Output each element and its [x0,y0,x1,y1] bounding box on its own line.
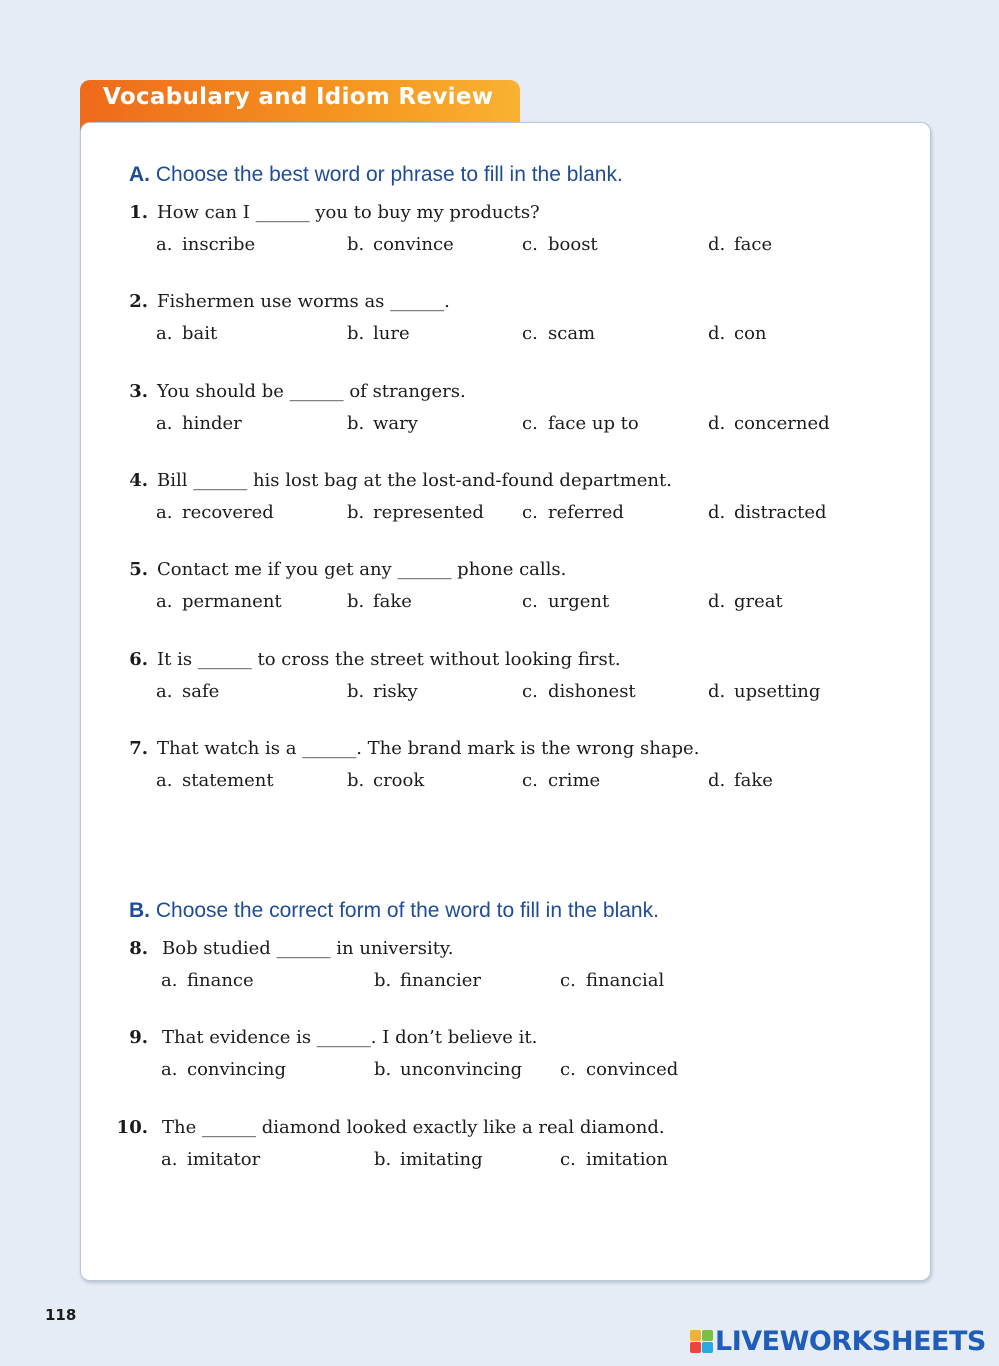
question-text: How can I ______ you to buy my products? [157,202,540,223]
option-letter: d. [708,680,726,702]
option-text: convince [373,234,454,255]
option-text: imitator [187,1148,261,1170]
answer-option[interactable] [347,413,418,434]
question-number: 1. [129,202,148,223]
option-text: dishonest [548,680,636,702]
logo-icon [690,1330,713,1353]
section-b-heading [129,899,659,923]
option-letter: a. [161,1148,178,1170]
question-number: 5. [129,559,148,581]
option-text: inscribe [182,234,256,255]
option-text: imitating [400,1148,483,1170]
question-number: 3. [129,380,148,402]
answer-option[interactable] [347,502,484,523]
option-text: statement [182,769,274,791]
option-letter: b. [374,970,392,991]
answer-option[interactable] [156,413,242,434]
answer-option[interactable] [560,1149,668,1170]
option-text: distracted [734,501,827,523]
option-text: financial [586,970,665,991]
option-text: fake [734,769,773,791]
answer-option[interactable] [156,591,282,612]
option-letter: d. [708,323,726,345]
question-text: You should be ______ of strangers. [157,380,466,402]
option-text: concerned [734,412,830,434]
answer-option[interactable] [522,413,639,434]
option-letter: a. [156,501,173,523]
option-letter: c. [522,323,538,345]
option-text: scam [548,323,596,345]
option-text: wary [373,412,418,434]
option-letter: a. [156,769,173,791]
question-number: 2. [129,291,148,313]
option-letter: b. [347,769,365,791]
page-title: Vocabulary and Idiom Review [103,84,494,110]
option-letter: b. [374,1148,392,1170]
option-letter: c. [522,769,538,791]
answer-option[interactable] [708,681,820,702]
option-text: fake [373,591,412,613]
option-letter: a. [156,680,173,702]
answer-option[interactable] [161,1059,286,1080]
answer-option[interactable] [156,234,255,255]
section-b-letter: B. [129,899,150,922]
answer-option[interactable] [522,681,636,702]
option-letter: a. [156,234,173,255]
option-letter: a. [161,970,178,991]
question-text: Fishermen use worms as ______. [157,291,450,313]
option-text: recovered [182,501,274,523]
question-text: The ______ diamond looked exactly like a real diamond. [162,1116,665,1138]
option-letter: a. [161,1059,178,1081]
option-text: con [734,323,767,345]
option-text: safe [182,680,220,702]
question-number: 7. [129,737,148,759]
answer-option[interactable] [156,323,217,344]
option-text: risky [373,680,418,702]
answer-option[interactable] [374,1149,483,1170]
answer-option[interactable] [156,502,274,523]
option-letter: b. [347,501,365,523]
section-a-letter: A. [129,163,150,186]
answer-option[interactable] [347,770,424,791]
option-letter: d. [708,769,726,791]
option-letter: d. [708,234,726,255]
option-letter: c. [560,1148,576,1170]
answer-option[interactable] [374,970,481,991]
logo-text: LIVEWORKSHEETS [715,1325,986,1357]
option-text: bait [182,323,218,345]
liveworksheets-logo [690,1325,986,1357]
section-b-instruction: Choose the correct form of the word to fill in the blank. [155,899,659,922]
option-text: represented [373,501,484,523]
question-text: Contact me if you get any ______ phone calls. [157,559,567,581]
question-text: Bill ______ his lost bag at the lost-and-found department. [157,469,672,491]
answer-option[interactable] [708,413,830,434]
answer-option[interactable] [522,323,595,344]
option-letter: c. [522,591,538,613]
section-a-instruction: Choose the best word or phrase to fill in the blank. [155,163,623,186]
question-number: 10. [116,1116,148,1138]
answer-option[interactable] [522,770,600,791]
option-text: crime [548,769,601,791]
answer-option[interactable] [347,323,410,344]
answer-option[interactable] [347,681,418,702]
option-text: unconvincing [400,1059,523,1081]
answer-option[interactable] [560,970,664,991]
option-letter: b. [347,412,365,434]
question-number: 6. [129,648,148,670]
option-letter: b. [374,1059,392,1081]
option-text: permanent [182,591,282,613]
option-letter: d. [708,501,726,523]
option-text: referred [548,501,624,523]
answer-option[interactable] [522,234,598,255]
question-text: It is ______ to cross the street without looking first. [157,648,621,670]
option-text: convinced [586,1059,679,1081]
option-letter: c. [522,234,538,255]
option-letter: c. [560,1059,576,1081]
answer-option[interactable] [374,1059,522,1080]
option-text: hinder [182,412,242,434]
question-text: That evidence is ______. I don’t believe it. [162,1027,538,1049]
answer-option[interactable] [522,502,624,523]
question-number: 8. [129,938,148,959]
option-letter: d. [708,591,726,613]
option-letter: c. [522,680,538,702]
answer-option[interactable] [347,234,454,255]
option-text: great [734,591,783,613]
question-number: 9. [129,1027,148,1049]
answer-option[interactable] [708,591,783,612]
answer-option[interactable] [156,681,219,702]
option-text: crook [373,769,425,791]
option-letter: a. [156,323,173,345]
answer-option[interactable] [347,591,412,612]
answer-option[interactable] [161,970,254,991]
option-text: urgent [548,591,610,613]
answer-option[interactable] [156,770,274,791]
answer-option[interactable] [560,1059,678,1080]
option-letter: b. [347,591,365,613]
option-letter: c. [560,970,576,991]
option-text: financier [400,970,482,991]
option-text: lure [373,323,410,345]
answer-option[interactable] [708,323,767,344]
question-text: That watch is a ______. The brand mark is the wrong shape. [157,737,700,759]
answer-option[interactable] [522,591,609,612]
question-number: 4. [129,469,148,491]
option-text: face [734,234,773,255]
answer-option[interactable] [161,1149,260,1170]
option-letter: b. [347,680,365,702]
section-a-heading [129,163,623,187]
option-letter: c. [522,412,538,434]
option-letter: a. [156,591,173,613]
option-text: upsetting [734,680,821,702]
answer-option[interactable] [708,502,827,523]
option-text: boost [548,234,598,255]
option-letter: d. [708,412,726,434]
page-number: 118 [45,1306,77,1324]
answer-option[interactable] [708,770,773,791]
option-letter: a. [156,412,173,434]
option-text: imitation [586,1148,668,1170]
question-text: Bob studied ______ in university. [162,938,454,959]
option-text: finance [187,970,254,991]
option-text: face up to [548,412,639,434]
option-letter: c. [522,501,538,523]
option-letter: b. [347,323,365,345]
answer-option[interactable] [708,234,772,255]
option-letter: b. [347,234,365,255]
option-text: convincing [187,1059,286,1081]
